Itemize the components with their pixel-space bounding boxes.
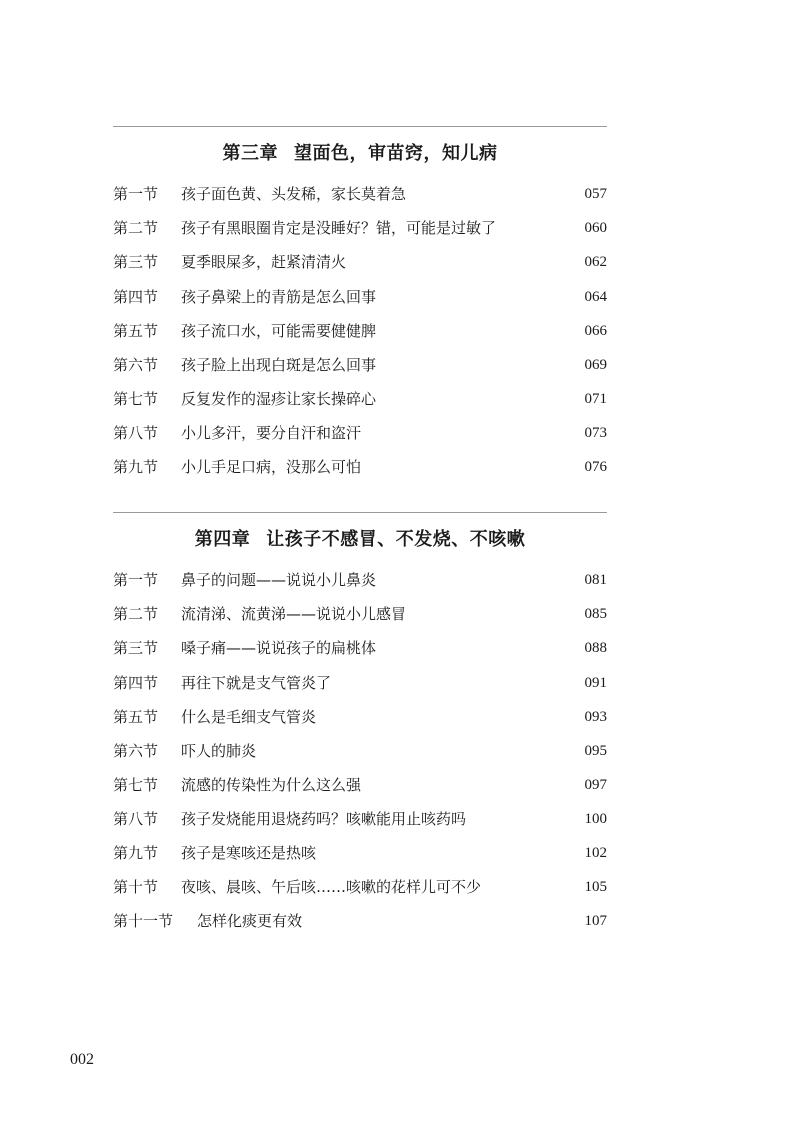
page-number: 097 [584,777,607,793]
section-title: 小儿手足口病，没那么可怕 [181,458,362,476]
page-number: 076 [584,459,607,475]
section-number: 第六节 [113,742,159,760]
section-number: 第一节 [113,185,159,203]
chapter-4 [113,512,607,930]
section-title: 孩子流口水，可能需要健健脾 [181,322,377,340]
toc-entry[interactable] [113,808,607,830]
section-title: 孩子面色黄、头发稀，家长莫着急 [181,185,407,203]
section-number: 第四节 [113,288,159,306]
section-title: 吓人的肺炎 [181,742,257,760]
page-number: 093 [584,709,607,725]
page-number: 100 [584,811,607,827]
chapter-divider [113,126,607,127]
section-title: 怎样化痰更有效 [197,912,303,930]
page-number: 066 [584,323,607,339]
toc-entry[interactable] [113,910,607,932]
toc-entry[interactable] [113,456,607,478]
page-number: 095 [584,743,607,759]
section-title: 夏季眼屎多，赶紧清清火 [181,253,347,271]
toc-entry[interactable] [113,422,607,444]
chapter-heading [113,141,607,167]
page-number: 062 [584,254,607,270]
section-number: 第三节 [113,639,159,657]
toc-entry[interactable] [113,740,607,762]
section-number: 第五节 [113,708,159,726]
page-number: 071 [584,391,607,407]
toc-entry[interactable] [113,842,607,864]
section-number: 第三节 [113,253,159,271]
page-number: 073 [584,425,607,441]
page-number: 057 [584,186,607,202]
toc-entry[interactable] [113,774,607,796]
section-title: 小儿多汗，要分自汗和盗汗 [181,424,362,442]
page-number: 105 [584,879,607,895]
section-title: 什么是毛细支气管炎 [181,708,317,726]
toc-entry[interactable] [113,672,607,694]
section-title: 反复发作的湿疹让家长操碎心 [181,390,377,408]
section-number: 第六节 [113,356,159,374]
section-title: 孩子有黑眼圈肯定是没睡好？错，可能是过敏了 [181,219,497,237]
section-number: 第四节 [113,674,159,692]
toc-entry[interactable] [113,603,607,625]
chapter-number: 第四章 [194,529,251,550]
toc-entry[interactable] [113,637,607,659]
section-number: 第九节 [113,844,159,862]
section-number: 第二节 [113,605,159,623]
toc-entry[interactable] [113,217,607,239]
toc-entry[interactable] [113,320,607,342]
section-number: 第八节 [113,424,159,442]
page-folio: 002 [70,1051,94,1068]
page-number: 060 [584,220,607,236]
toc-entry[interactable] [113,388,607,410]
toc-entry[interactable] [113,251,607,273]
chapter-title: 让孩子不感冒、不发烧、不咳嗽 [266,529,526,550]
section-number: 第八节 [113,810,159,828]
page-number: 091 [584,675,607,691]
section-title: 嗓子痛——说说孩子的扁桃体 [181,639,377,657]
toc-entry[interactable] [113,876,607,898]
page-number: 081 [584,572,607,588]
toc-entry[interactable] [113,706,607,728]
section-number: 第七节 [113,390,159,408]
section-title: 再往下就是支气管炎了 [181,674,332,692]
section-number: 第七节 [113,776,159,794]
section-number: 第九节 [113,458,159,476]
section-title: 孩子发烧能用退烧药吗？咳嗽能用止咳药吗 [181,810,467,828]
chapter-number: 第三章 [222,143,278,164]
chapter-3 [113,126,607,476]
section-number: 第五节 [113,322,159,340]
chapter-title: 望面色，审苗窍，知儿病 [294,143,498,164]
section-number: 第十一节 [113,912,174,930]
page-number: 085 [584,606,607,622]
toc-entry[interactable] [113,183,607,205]
page-number: 102 [584,845,607,861]
section-number: 第一节 [113,571,159,589]
section-title: 流清涕、流黄涕——说说小儿感冒 [181,605,407,623]
section-title: 孩子脸上出现白斑是怎么回事 [181,356,377,374]
section-title: 孩子鼻梁上的青筋是怎么回事 [181,288,377,306]
section-title: 流感的传染性为什么这么强 [181,776,362,794]
page-number: 088 [584,640,607,656]
toc-entry[interactable] [113,286,607,308]
section-title: 夜咳、晨咳、午后咳……咳嗽的花样儿可不少 [181,878,482,896]
toc-entry[interactable] [113,569,607,591]
section-title: 孩子是寒咳还是热咳 [181,844,317,862]
page-number: 107 [584,913,607,929]
section-number: 第十节 [113,878,159,896]
page-number: 069 [584,357,607,373]
toc-entry[interactable] [113,354,607,376]
chapter-heading [113,527,607,553]
section-title: 鼻子的问题——说说小儿鼻炎 [181,571,377,589]
page-number: 064 [584,289,607,305]
section-number: 第二节 [113,219,159,237]
chapter-divider [113,512,607,513]
